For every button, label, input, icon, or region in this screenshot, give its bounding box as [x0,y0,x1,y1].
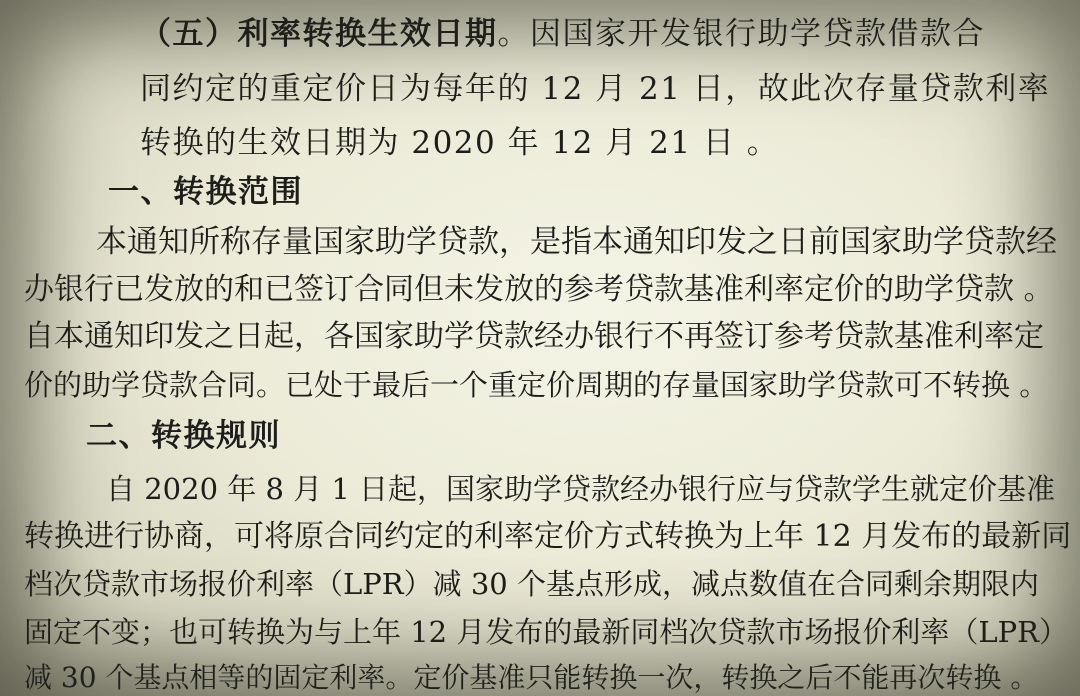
section-1-line-3: 自本通知印发之日起，各国家助学贷款经办银行不再签订参考贷款基准利率定 [24,319,1044,354]
section-2-line-5: 减 30 个基点相等的固定利率。定价基准只能转换一次，转换之后不能再次转换 。 [24,661,1039,694]
section-2-heading: 二、转换规则 [86,418,281,454]
section-1-line-2: 办银行已发放的和已签订合同但未发放的参考贷款基准利率定价的助学贷款 。 [24,272,1054,307]
paragraph-5-line-1 [140,14,985,54]
section-2-line-4: 固定不变；也可转换为与上年 12 月发布的最新同档次贷款市场报价利率（LPR） [24,615,1068,649]
paragraph-5-line-2: 同约定的重定价日为每年的 12 月 21 日，故此次存量贷款利率 [140,71,1051,107]
section-2-line-1: 自 2020 年 8 月 1 日起，国家助学贷款经办银行应与贷款学生就定价基准 [106,472,1056,506]
paragraph-5-text: 。因国家开发银行助学贷款借款合 [497,16,985,52]
paragraph-5-line-3: 转换的生效日期为 2020 年 12 月 21 日 。 [140,125,780,161]
section-1-line-4: 价的助学贷款合同。已处于最后一个重定价周期的存量国家助学贷款可不转换 。 [24,368,1049,402]
section-heading-5: （五）利率转换生效日期 [140,16,498,52]
section-1-line-1: 本通知所称存量国家助学贷款，是指本通知印发之日前国家助学贷款经 [96,224,1057,260]
section-2-line-2: 转换进行协商，可将原合同约定的利率定价方式转换为上年 12 月发布的最新同 [24,519,1072,554]
section-2-line-3: 档次贷款市场报价利率（LPR）减 30 个基点形成，减点数值在合同剩余期限内 [24,567,1039,601]
section-1-heading: 一、转换范围 [108,174,303,210]
